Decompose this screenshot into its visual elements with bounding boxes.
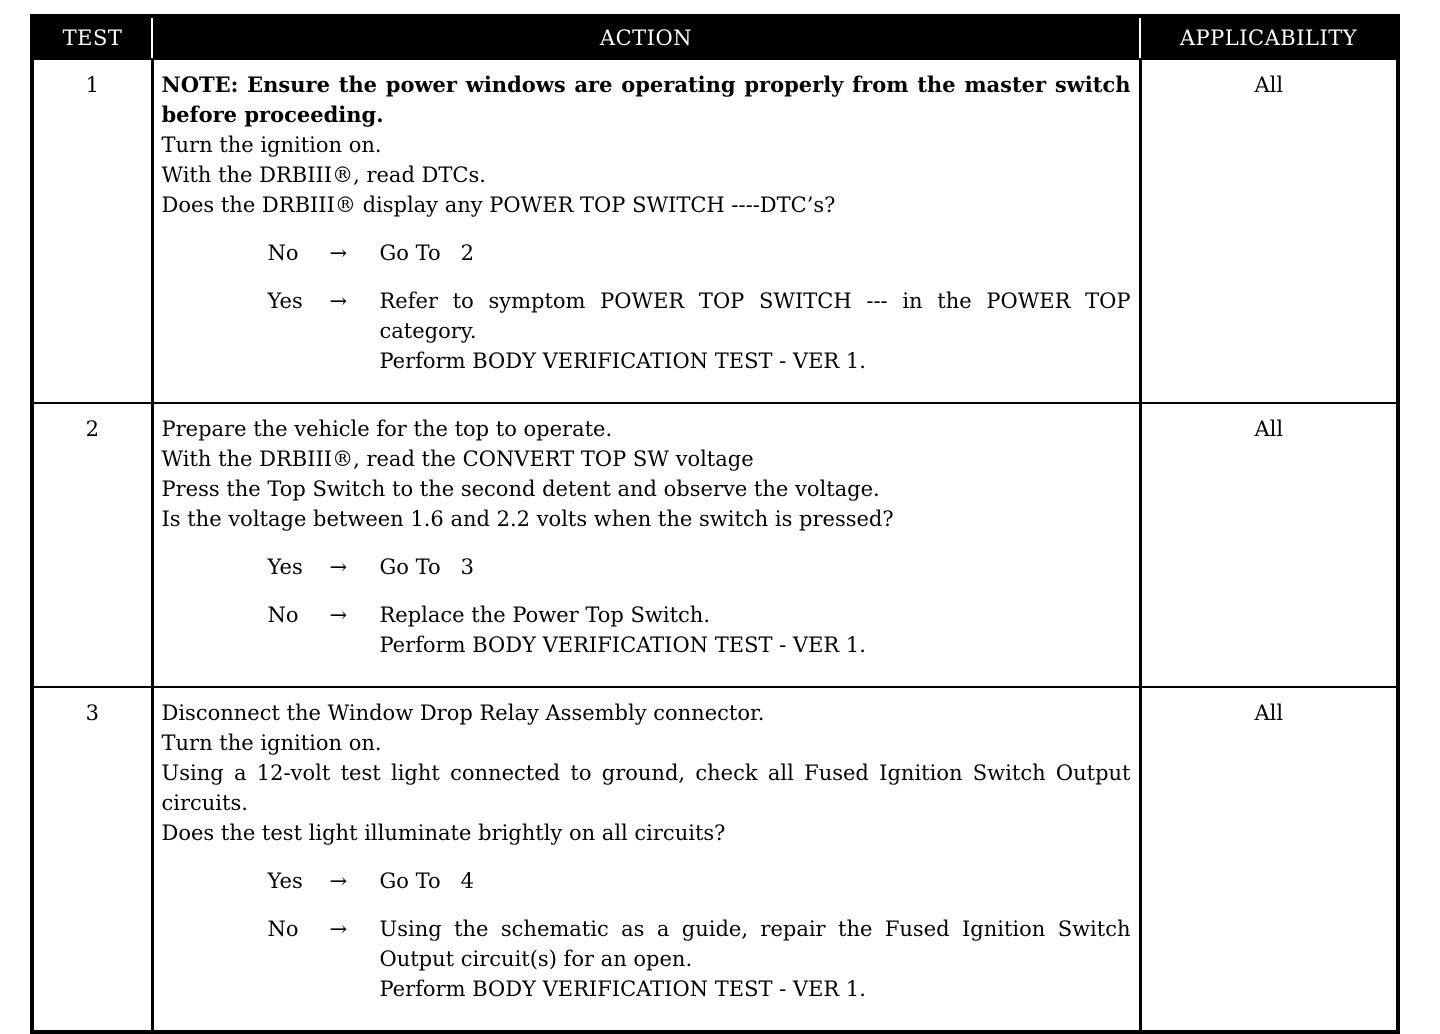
right-arrow-icon: → (329, 869, 348, 893)
step-text: Does the test light illuminate brightly on all circuits? (161, 821, 726, 845)
branch-line: Using the schematic as a guide, repair the Fused Ignition Switch Output circuit(s) for an open. (379, 917, 1131, 971)
step-text: Press the Top Switch to the second detent and observe the voltage. (161, 477, 880, 501)
step-text: Prepare the vehicle for the top to operate. (161, 417, 613, 441)
branch-line: Go To 3 (379, 555, 474, 579)
branch-yes (268, 286, 1131, 376)
branch-answer: Yes (267, 555, 303, 579)
table-row (32, 403, 1398, 687)
diagnostic-test-table (30, 14, 1400, 1034)
branch-no (268, 238, 1131, 268)
applicability-value: All (1140, 59, 1398, 403)
right-arrow-icon: → (329, 241, 348, 265)
applicability-value: All (1140, 687, 1398, 1032)
test-number: 1 (32, 59, 152, 403)
branch-line: Perform BODY VERIFICATION TEST - VER 1. (379, 633, 866, 657)
action-cell (152, 403, 1140, 687)
step-text: With the DRBIII®, read the CONVERT TOP SW voltage (161, 447, 754, 471)
branch-line: Replace the Power Top Switch. (379, 603, 711, 627)
step-text: Is the voltage between 1.6 and 2.2 volts when the switch is pressed? (161, 507, 894, 531)
branch-line: Go To 4 (379, 869, 474, 893)
note-text: NOTE: Ensure the power windows are operating properly from the master switch before proceeding. (161, 72, 1131, 127)
branch-result (380, 914, 1131, 1004)
branch-result (380, 866, 1131, 896)
action-cell (152, 59, 1140, 403)
branch-answer: Yes (267, 289, 303, 313)
step-text: Disconnect the Window Drop Relay Assembly connector. (161, 701, 765, 725)
step-text: With the DRBIII®, read DTCs. (161, 163, 486, 187)
branch-line: Perform BODY VERIFICATION TEST - VER 1. (379, 349, 866, 373)
branch-no (268, 600, 1131, 660)
branch-result (380, 238, 1131, 268)
test-number: 2 (32, 403, 152, 687)
branch-answer: Yes (267, 869, 303, 893)
branch-line: Perform BODY VERIFICATION TEST - VER 1. (379, 977, 866, 1001)
right-arrow-icon: → (329, 917, 348, 941)
branch-result (380, 286, 1131, 376)
branch-line: Go To 2 (379, 241, 474, 265)
table-row (32, 59, 1398, 403)
step-text: Turn the ignition on. (161, 133, 382, 157)
branch-answer: No (267, 917, 299, 941)
branch-result (380, 600, 1131, 660)
branch-answer: No (267, 603, 299, 627)
right-arrow-icon: → (329, 603, 348, 627)
right-arrow-icon: → (329, 555, 348, 579)
branch-line: Refer to symptom POWER TOP SWITCH --- in the POWER TOP category. (379, 289, 1131, 343)
header-applicability: APPLICABILITY (1140, 16, 1398, 59)
table-row (32, 687, 1398, 1032)
branch-answer: No (267, 241, 299, 265)
table-header (32, 16, 1398, 59)
branch-yes (268, 866, 1131, 896)
action-cell (152, 687, 1140, 1032)
applicability-value: All (1140, 403, 1398, 687)
header-action: ACTION (152, 16, 1140, 59)
step-text: Using a 12-volt test light connected to ground, check all Fused Ignition Switch Output circuits. (161, 761, 1131, 815)
test-number: 3 (32, 687, 152, 1032)
right-arrow-icon: → (329, 289, 348, 313)
step-text: Turn the ignition on. (161, 731, 382, 755)
branch-no (268, 914, 1131, 1004)
step-text: Does the DRBIII® display any POWER TOP SWITCH ----DTC’s? (161, 193, 836, 217)
header-test: TEST (32, 16, 152, 59)
branch-result (380, 552, 1131, 582)
branch-yes (268, 552, 1131, 582)
